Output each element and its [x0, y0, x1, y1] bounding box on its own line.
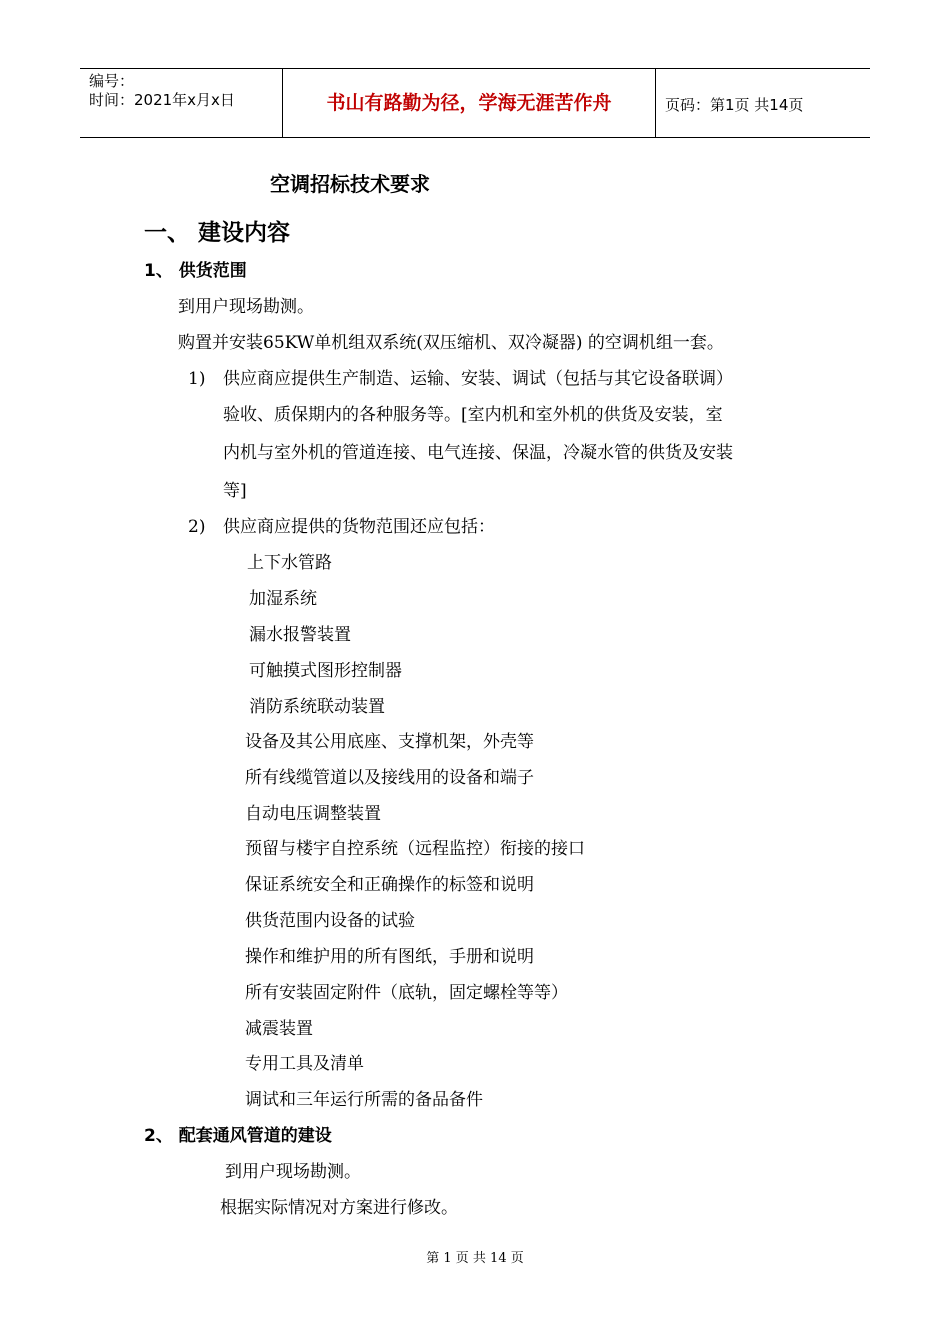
document-title: 空调招标技术要求 [270, 172, 430, 196]
list-number: 2) [188, 517, 206, 537]
list-item-line: 内机与室外机的管道连接、电气连接、保温，冷凝水管的供货及安装 [223, 443, 733, 463]
list-item: 设备及其公用底座、支撑机架，外壳等 [245, 732, 534, 752]
paragraph: 购置并安装65KW单机组双系统(双压缩机、双冷凝器) 的空调机组一套。 [178, 333, 724, 353]
list-item: 专用工具及清单 [245, 1054, 364, 1074]
paragraph: 到用户现场勘测。 [178, 297, 314, 317]
list-item: 上下水管路 [247, 553, 332, 573]
paragraph: 根据实际情况对方案进行修改。 [220, 1198, 458, 1218]
page-footer: 第 1 页 共 14 页 [426, 1251, 524, 1266]
header-page-info: 页码：第1页 共14页 [665, 96, 804, 114]
list-item: 可触摸式图形控制器 [249, 661, 402, 681]
doc-time-label: 时间：2021年x月x日 [89, 91, 235, 109]
header-motto: 书山有路勤为径，学海无涯苦作舟 [326, 92, 612, 114]
list-item: 消防系统联动装置 [249, 697, 385, 717]
header-page-cell [656, 69, 870, 137]
list-item: 所有安装固定附件（底轨，固定螺栓等等） [245, 983, 568, 1003]
paragraph: 到用户现场勘测。 [225, 1162, 361, 1182]
doc-number-label: 编号： [89, 72, 135, 90]
list-item-line: 供应商应提供的货物范围还应包括： [223, 517, 495, 537]
list-item: 预留与楼宇自控系统（远程监控）衔接的接口 [245, 839, 585, 859]
section-heading: 一、 建设内容 [144, 220, 291, 246]
list-item: 调试和三年运行所需的备品备件 [245, 1090, 483, 1110]
header-meta-cell [80, 69, 283, 137]
list-number: 1) [188, 369, 206, 389]
list-item: 操作和维护用的所有图纸，手册和说明 [245, 947, 534, 967]
list-item: 加湿系统 [249, 589, 317, 609]
list-item: 保证系统安全和正确操作的标签和说明 [245, 875, 534, 895]
header-motto-cell [283, 69, 656, 137]
list-item: 自动电压调整装置 [245, 804, 381, 824]
subsection-heading: 2、 配套通风管道的建设 [144, 1126, 332, 1146]
list-item: 供货范围内设备的试验 [245, 911, 415, 931]
header-table [80, 68, 870, 138]
list-item-line: 供应商应提供生产制造、运输、安装、调试（包括与其它设备联调） [223, 369, 733, 389]
list-item: 减震装置 [245, 1019, 313, 1039]
list-item: 所有线缆管道以及接线用的设备和端子 [245, 768, 534, 788]
list-item: 漏水报警装置 [249, 625, 351, 645]
subsection-heading: 1、 供货范围 [144, 261, 247, 281]
list-item-line: 等] [223, 481, 247, 501]
list-item-line: 验收、质保期内的各种服务等。[室内机和室外机的供货及安装，室 [223, 405, 723, 425]
